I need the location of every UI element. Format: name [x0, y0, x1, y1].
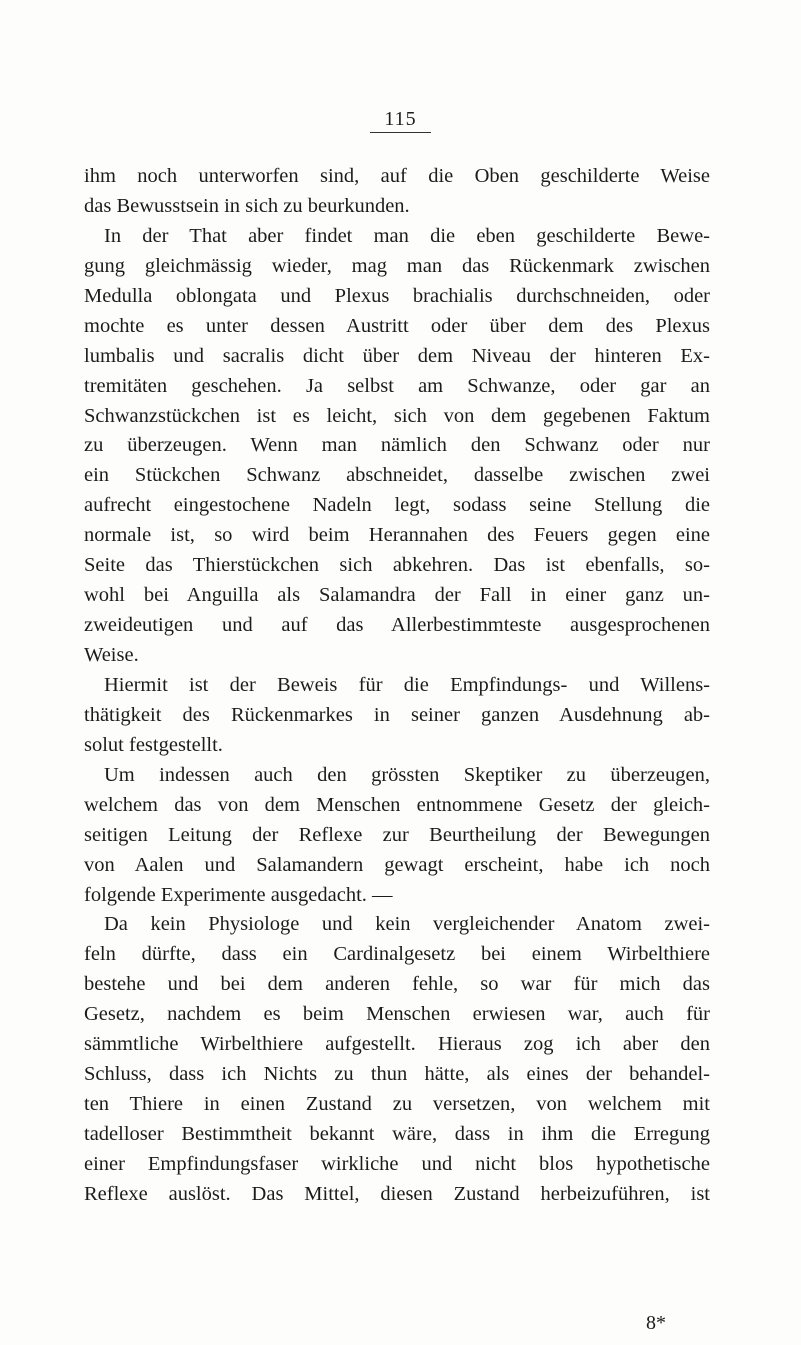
text-line: feln dürfte, dass ein Cardinalgesetz bei einem Wirbelthiere — [84, 943, 710, 966]
text-line: Seite das Thierstückchen sich abkehren. Das ist ebenfalls, so- — [84, 554, 710, 577]
text-line: einer Empfindungsfaser wirkliche und nicht blos hypothetische — [84, 1152, 710, 1175]
page-number-label: 115 — [370, 108, 430, 133]
text-line: normale ist, so wird beim Herannahen des Feuers gegen eine — [84, 524, 710, 547]
text-line: wohl bei Anguilla als Salamandra der Fall in einer ganz un- — [84, 584, 710, 607]
text-line: folgende Experimente ausgedacht. — — [84, 883, 393, 906]
text-line: aufrecht eingestochene Nadeln legt, sodass seine Stellung die — [84, 494, 710, 517]
body-text — [84, 162, 710, 1210]
text-line: thätigkeit des Rückenmarkes in seiner ganzen Ausdehnung ab- — [84, 703, 710, 726]
text-line: Schwanzstückchen ist es leicht, sich von dem gegebenen Faktum — [84, 404, 710, 427]
text-line: ihm noch unterworfen sind, auf die Oben geschilderte Weise — [84, 165, 710, 187]
signature-mark: 8* — [646, 1312, 666, 1334]
text-line: von Aalen und Salamandern gewagt erscheint, habe ich noch — [84, 853, 710, 876]
text-line: Um indessen auch den grössten Skeptiker zu überzeugen, — [104, 763, 710, 786]
text-line: mochte es unter dessen Austritt oder über dem des Plexus — [84, 314, 710, 337]
text-line: lumbalis und sacralis dicht über dem Niveau der hinteren Ex- — [84, 344, 710, 367]
page-number — [0, 108, 801, 133]
text-line: Schluss, dass ich Nichts zu thun hätte, als eines der behandel- — [84, 1063, 710, 1086]
text-line: tremitäten geschehen. Ja selbst am Schwanze, oder gar an — [84, 374, 710, 397]
text-line: ten Thiere in einen Zustand zu versetzen, von welchem mit — [84, 1093, 710, 1116]
text-line: zweideutigen und auf das Allerbestimmteste ausgesprochenen — [84, 614, 710, 637]
text-line: In der That aber findet man die eben geschilderte Bewe- — [104, 224, 710, 247]
text-line: sämmtliche Wirbelthiere aufgestellt. Hieraus zog ich aber den — [84, 1033, 710, 1056]
text-line: zu überzeugen. Wenn man nämlich den Schwanz oder nur — [84, 434, 710, 457]
text-line: seitigen Leitung der Reflexe zur Beurtheilung der Bewegungen — [84, 823, 710, 846]
text-line: Reflexe auslöst. Das Mittel, diesen Zustand herbeizuführen, ist — [84, 1182, 710, 1205]
text-line: welchem das von dem Menschen entnommene Gesetz der gleich- — [84, 793, 710, 816]
text-line: gung gleichmässig wieder, mag man das Rückenmark zwischen — [84, 254, 710, 277]
text-line: solut festgestellt. — [84, 733, 223, 756]
text-line: bestehe und bei dem anderen fehle, so war für mich das — [84, 973, 710, 996]
text-line: das Bewusstsein in sich zu beurkunden. — [84, 194, 410, 217]
text-line: Hiermit ist der Beweis für die Empfindungs- und Willens- — [104, 673, 710, 696]
text-line: Medulla oblongata und Plexus brachialis durchschneiden, oder — [84, 284, 710, 307]
text-line: ein Stückchen Schwanz abschneidet, dasselbe zwischen zwei — [84, 464, 710, 487]
text-line: Weise. — [84, 644, 139, 666]
text-line: tadelloser Bestimmtheit bekannt wäre, dass in ihm die Erregung — [84, 1123, 710, 1145]
text-line: Da kein Physiologe und kein vergleichender Anatom zwei- — [104, 913, 710, 936]
text-line: Gesetz, nachdem es beim Menschen erwiesen war, auch für — [84, 1003, 710, 1026]
